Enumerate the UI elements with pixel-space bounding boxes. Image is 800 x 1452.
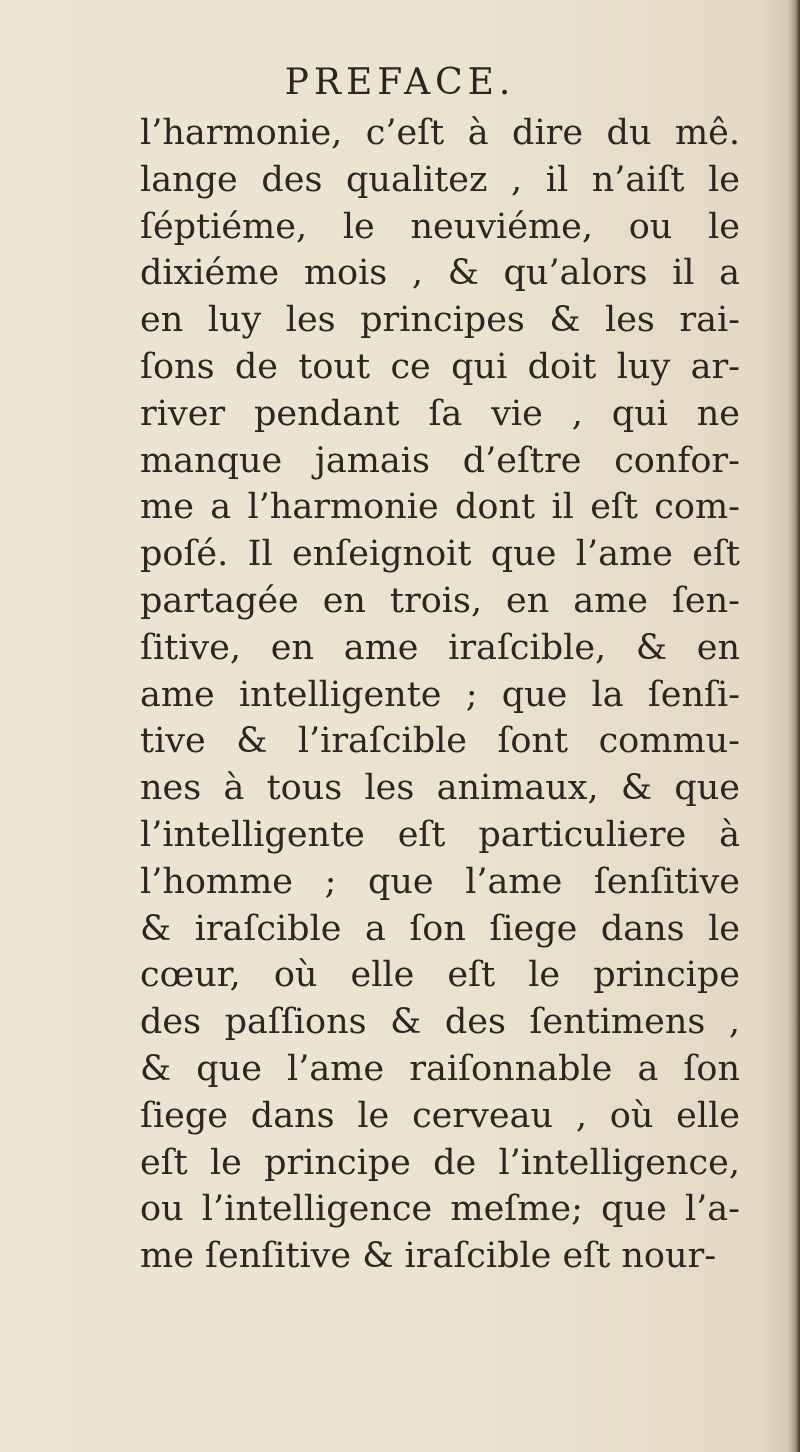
- text-line: lange des qualitez , il n’aiſt le: [140, 159, 740, 200]
- text-line: ou l’intelligence meſme; que l’a-: [140, 1189, 740, 1230]
- text-line: l’homme ; que l’ame ſenſitive: [140, 861, 740, 902]
- text-line: dixiéme mois , & qu’alors il a: [140, 253, 740, 294]
- text-line: tive & l’iraſcible ſont commu-: [140, 721, 740, 762]
- text-line: & que l’ame raiſonnable a ſon: [140, 1048, 740, 1089]
- text-line: poſé. Il enſeignoit que l’ame eſt: [140, 534, 740, 575]
- text-line: cœur, où elle eſt le principe: [140, 955, 740, 996]
- page-edge-shadow: [788, 0, 800, 1452]
- text-line: ame intelligente ; que la ſenſi-: [140, 674, 740, 715]
- text-line: ſéptiéme, le neuviéme, ou le: [140, 206, 740, 247]
- text-line: eſt le principe de l’intelligence,: [140, 1142, 740, 1183]
- text-line: ſons de tout ce qui doit luy ar-: [140, 346, 740, 387]
- body-text: [140, 110, 740, 1280]
- text-line: l’harmonie, c’eſt à dire du mê.: [140, 113, 740, 153]
- text-line: & iraſcible a ſon ſiege dans le: [140, 908, 740, 949]
- text-line: ſitive, en ame iraſcible, & en: [140, 627, 740, 668]
- text-line: manque jamais d’eſtre confor-: [140, 440, 740, 481]
- text-line: me ſenſitive & iraſcible eſt nour-: [140, 1236, 717, 1277]
- text-line: ſiege dans le cerveau , où elle: [140, 1095, 740, 1136]
- text-line: des paſſions & des ſentimens ,: [140, 1002, 740, 1043]
- text-line: river pendant ſa vie , qui ne: [140, 393, 740, 434]
- text-line: en luy les principes & les rai-: [140, 300, 740, 341]
- text-line: nes à tous les animaux, & que: [140, 768, 740, 809]
- text-line: partagée en trois, en ame ſen-: [140, 580, 740, 621]
- text-line: l’intelligente eſt particuliere à: [140, 814, 740, 855]
- page-heading: PREFACE.: [284, 62, 516, 103]
- text-line: me a l’harmonie dont il eſt com-: [140, 487, 740, 528]
